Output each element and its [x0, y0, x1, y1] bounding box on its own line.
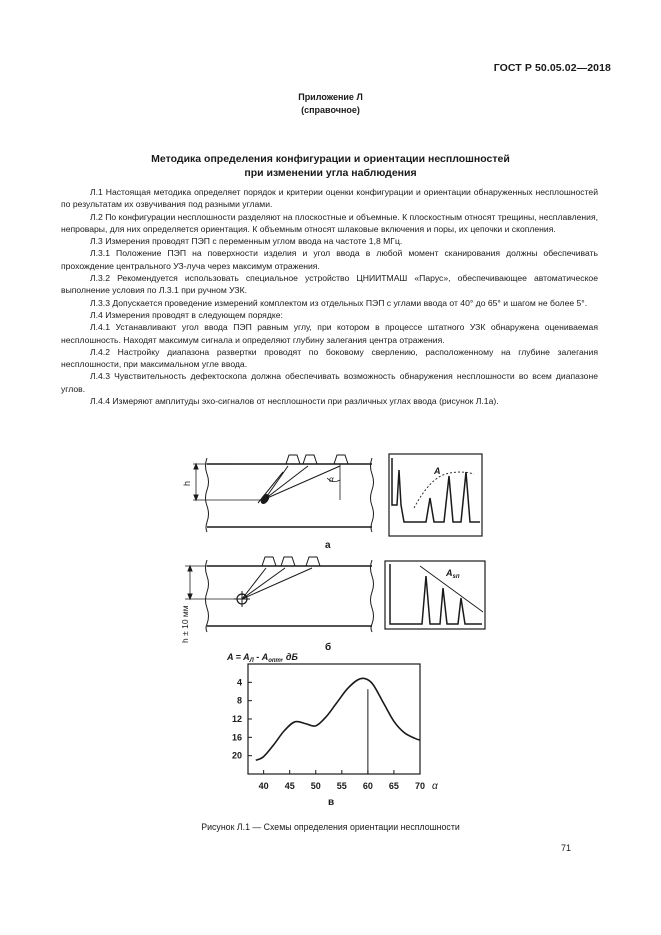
section-title-line-1: Методика определения конфигурации и ориентации несплошностей [151, 153, 510, 165]
chart-x-label: α [432, 781, 438, 792]
transducer-3 [334, 455, 348, 464]
plate-break-right [371, 458, 374, 532]
label-c: в [328, 797, 335, 808]
diagram-a [182, 455, 374, 551]
paragraph: Л.4.3 Чувствительность дефектоскопа должна обеспечивать возможность обнаружения несплошности во всем диапазоне углов. [61, 371, 598, 394]
paragraph: Л.2 По конфигурации несплошности разделяют на плоскостные и объемные. К плоскостным относят трещины, несплавления, непровары, для них определяется ориентация. К объемным относят шлаковые включения и поры, их цепочки и скопления. [61, 211, 598, 234]
beam-3 [242, 568, 312, 599]
paragraph: Л.4.1 Устанавливают угол ввода ПЭП равным углу, при котором в процессе штатного УЗК обнаружена оцениваемая несплошность. Находят максимум сигнала и определяют глубину залегания центра отражения. [61, 322, 598, 345]
oscillogram-a [389, 454, 482, 536]
x-tick-label: 50 [310, 781, 321, 791]
x-tick-label: 55 [336, 781, 347, 791]
transducer-1 [286, 455, 300, 464]
chart-amplitude-vs-angle [226, 652, 438, 808]
paragraph: Л.3.3 Допускается проведение измерений комплектом из отдельных ПЭП с углами ввода от 40° до 65° и шагом не более 5°. [90, 297, 588, 308]
label-b: б [325, 642, 332, 653]
section-title [0, 152, 661, 180]
label-a: а [325, 540, 331, 551]
amplitude-curve [256, 678, 420, 760]
appendix-type: (справочное) [301, 105, 360, 115]
alpha-mark: α [329, 475, 334, 484]
plate-break-left [206, 560, 209, 632]
figure-l1 [0, 440, 661, 820]
chart-title: $A = A_Л - A_{опт}$, дБ [227, 652, 298, 664]
y-tick-label: 20 [231, 750, 242, 761]
x-tick-label: 60 [362, 781, 373, 791]
paragraph: Л.3 Измерения проводят ПЭП с переменным углом ввода на частоте 1,8 МГц. [90, 236, 403, 247]
beam-1 [242, 568, 266, 599]
oscillogram-b-frame [385, 561, 485, 629]
section-title-line-2: при изменении угла наблюдения [244, 167, 417, 179]
oscillogram-b-trace [390, 564, 482, 624]
oscillogram-b [385, 561, 485, 629]
paragraph: Л.4.2 Настройку диапазона развертки проводят по боковому сверлению, расположенному на глубине залегания несплошности, при максимальном угле ввода. [61, 346, 598, 370]
paragraph: Л.1 Настоящая методика определяет порядок и критерии оценки конфигурации и ориентации обнаруженных несплошностей по результатам их озвучивания под разными углами. [61, 187, 598, 210]
paragraph: Л.4 Измерения проводят в следующем порядке: [90, 309, 283, 320]
x-tick-label: 70 [414, 781, 426, 791]
paragraph: Л.3.1 Положение ПЭП на поверхности изделия и угол ввода в любой момент сканирования должны обеспечивать прохождение центрального УЗ-луча через максимум отражения. [61, 248, 598, 271]
amplitude-label-b: $A_{sп}$ [446, 568, 460, 580]
chart-frame [248, 664, 420, 774]
transducer-2 [303, 455, 317, 464]
x-axis-ticks [259, 770, 425, 791]
dim-h-tol-label: h ± 10 мм [180, 605, 190, 643]
amplitude-label-a: A [434, 466, 441, 476]
body-text [61, 186, 598, 407]
plate-break-right [371, 560, 374, 632]
paragraph: Л.4.4 Измеряют амплитуды эхо-сигналов от несплошности при различных углах ввода (рисунок Л.1а). [90, 396, 499, 407]
y-tick-label: 12 [231, 714, 242, 724]
diagram-b [180, 557, 374, 653]
appendix-title: Приложение Л [298, 92, 363, 102]
dim-h-label: h [182, 480, 192, 486]
transducer-2 [281, 557, 295, 566]
paragraph: Л.3.2 Рекомендуется использовать специальное устройство ЦНИИТМАШ «Парус», обеспечивающее автоматическое выполнение условия по Л.3.1 при ручном УЗК. [61, 273, 598, 296]
beam-2 [242, 568, 285, 599]
x-tick-label: 65 [388, 781, 399, 791]
transducer-1 [262, 557, 276, 566]
transducer-3 [306, 557, 320, 566]
y-tick-label: 8 [236, 695, 242, 706]
y-axis-ticks [232, 677, 252, 760]
figure-caption: Рисунок Л.1 — Схемы определения ориентации несплошности [201, 822, 460, 832]
page-number: 71 [560, 843, 571, 853]
x-tick-label: 40 [258, 781, 269, 791]
y-tick-label: 4 [236, 677, 242, 688]
standard-code: ГОСТ Р 50.05.02—2018 [493, 62, 611, 74]
y-tick-label: 16 [231, 732, 242, 743]
plate-break-left [206, 458, 209, 532]
x-tick-label: 45 [284, 781, 295, 791]
